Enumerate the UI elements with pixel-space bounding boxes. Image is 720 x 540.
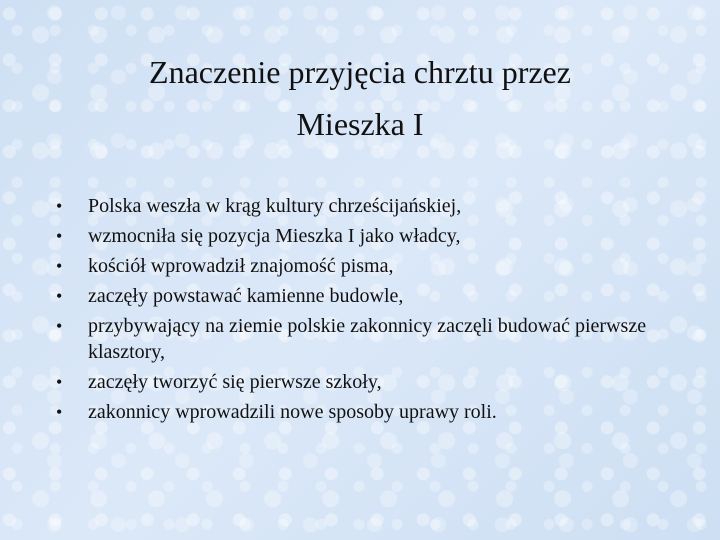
bullet-item — [52, 253, 692, 279]
bullet-item — [52, 223, 692, 249]
bullet-text: zaczęły powstawać kamienne budowle, — [88, 285, 404, 307]
bullet-icon: • — [56, 196, 63, 216]
slide-title-line-1: Znaczenie przyjęcia chrztu przez — [149, 54, 571, 90]
bullet-icon: • — [56, 316, 63, 336]
bullet-text: Polska weszła w krąg kultury chrześcijańskiej, — [88, 195, 462, 217]
bullet-icon: • — [56, 256, 63, 276]
bullet-item — [52, 399, 692, 425]
bullet-icon: • — [56, 402, 63, 422]
bullet-icon: • — [56, 286, 63, 306]
bullet-text: wzmocniła się pozycja Mieszka I jako władcy, — [88, 225, 461, 247]
bullet-icon: • — [56, 372, 63, 392]
bullet-text: przybywający na ziemie polskie zakonnicy zaczęli budować pierwsze klasztory, — [88, 315, 647, 363]
bullet-list — [52, 193, 692, 429]
bullet-item — [52, 313, 692, 365]
slide-title-line-2: Mieszka I — [296, 106, 424, 142]
bullet-icon: • — [56, 226, 63, 246]
bullet-text: zaczęły tworzyć się pierwsze szkoły, — [88, 371, 382, 393]
bullet-item — [52, 283, 692, 309]
bullet-text: kościół wprowadził znajomość pisma, — [88, 255, 394, 277]
bullet-item — [52, 193, 692, 219]
bullet-item — [52, 369, 692, 395]
bullet-text: zakonnicy wprowadzili nowe sposoby uprawy roli. — [88, 401, 497, 423]
slide-title — [60, 46, 660, 150]
